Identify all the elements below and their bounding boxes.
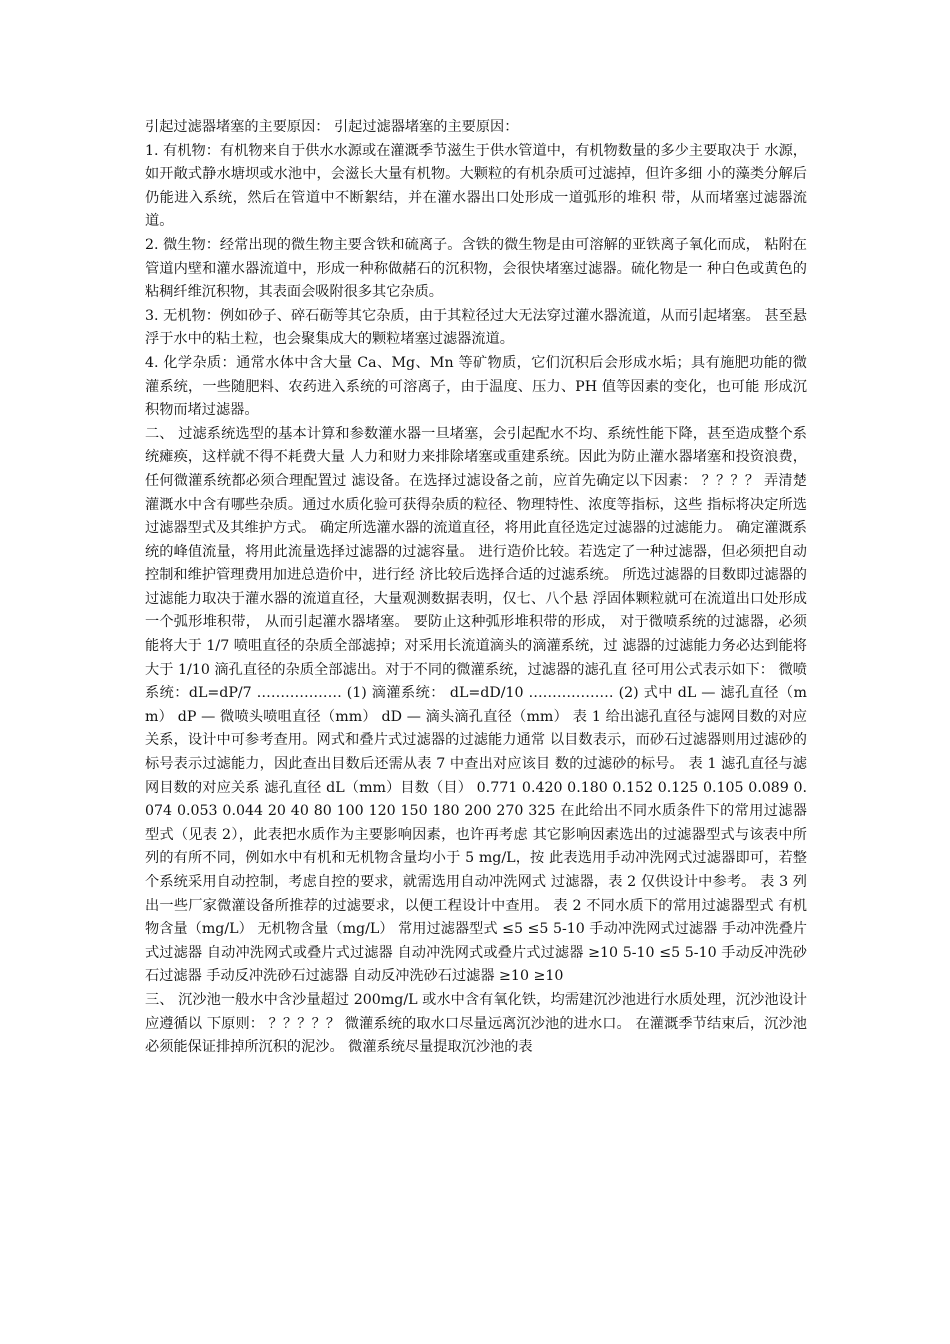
document-page <box>145 116 807 1060</box>
paragraph-section-two-filter-selection: 二、 过滤系统选型的基本计算和参数灌水器一旦堵塞，会引起配水不均、系统性能下降，甚至造成整个系统瘫痪，这样就不得不耗费大量 人力和财力来排除堵塞或重建系统。因此为防止灌水器堵塞和投资浪费，任何微灌系统都必须合理配置过 滤设备。在选择过滤设备之前，应首先确定以下因素： ？？？？ 弄清楚灌溉水中含有哪些杂质。通过水质化验可获得杂质的粒径、物理特性、浓度等指标，这些 指标将决定所选过滤器型式及其维护方式。 确定所选灌水器的流道直径，将用此直径选定过滤器的过滤能力。 确定灌溉系统的峰值流量，将用此流量选择过滤器的过滤容量。 进行造价比较。若选定了一种过滤器，但必须把自动控制和维护管理费用加进总造价中，进行经 济比较后选择合适的过滤系统。 所选过滤器的目数即过滤器的过滤能力取决于灌水器的流道直径，大量观测数据表明，仅七、八个悬 浮固体颗粒就可在流道出口处形成一个弧形堆积带， 从而引起灌水器堵塞。 要防止这种弧形堆积带的形成， 对于微喷系统的过滤器，必须能将大于 1/7 喷咀直径的杂质全部滤掉；对采用长流道滴头的滴灌系统，过 滤器的过滤能力务必达到能将大于 1/10 滴孔直径的杂质全部滤出。对于不同的微灌系统，过滤器的滤孔直 径可用公式表示如下： 微喷系统：dL=dP/7 ……………… (1) 滴灌系统： dL=dD/10 ……………… (2) 式中 dL — 滤孔直径（mm） dP — 微喷头喷咀直径（mm） dD — 滴头滴孔直径（mm） 表 1 给出滤孔直径与滤网目数的对应关系，设计中可参考查用。网式和叠片式过滤器的过滤能力通常 以目数表示，而砂石过滤器则用过滤砂的标号表示过滤能力，因此查出目数后还需从表 7 中查出对应该目 数的过滤砂的标号。 表 1 滤孔直径与滤网目数的对应关系 滤孔直径 dL（mm）目数（目） 0.771 0.420 0.180 0.152 0.125 0.105 0.089 0.074 0.053 0.044 20 40 80 100 120 150 180 200 270 325 在此给出不同水质条件下的常用过滤器型式（见表 2），此表把水质作为主要影响因素，也许再考虑 其它影响因素选出的过滤器型式与该表中所列的有所不同，例如水中有机和无机物含量均小于 5 mg/L，按 此表选用手动冲洗网式过滤器即可，若整个系统采用自动控制，考虑自控的要求，就需选用自动冲洗网式 过滤器，表 2 仅供设计中参考。 表 3 列出一些厂家微灌设备所推荐的过滤要求，以便工程设计中查用。 表 2 不同水质下的常用过滤器型式 有机物含量（mg/L） 无机物含量（mg/L） 常用过滤器型式 ≤5 ≤5 5-10 手动冲洗网式过滤器 手动冲洗叠片式过滤器 自动冲洗网式或叠片式过滤器 自动冲洗网式或叠片式过滤器 ≥10 5-10 ≤5 5-10 手动反冲洗砂石过滤器 手动反冲洗砂石过滤器 自动反冲洗砂石过滤器 ≥10 ≥10 <box>145 425 807 985</box>
paragraph-heading-causes: 引起过滤器堵塞的主要原因： 引起过滤器堵塞的主要原因： <box>145 119 519 135</box>
paragraph-organic-matter: 1. 有机物：有机物来自于供水水源或在灌溉季节滋生于供水管道中，有机物数量的多少主要取决于 水源，如开敞式静水塘坝或水池中，会滋长大量有机物。大颗粒的有机杂质可过滤掉，但许多细 小的藻类分解后仍能进入系统，然后在管道中不断絮结，并在灌水器出口处形成一道弧形的堆积 带，从而堵塞过滤器流道。 <box>145 142 807 230</box>
paragraph-section-three-settling-tank: 三、 沉沙池一般水中含沙量超过 200mg/L 或水中含有氧化铁，均需建沉沙池进行水质处理，沉沙池设计应遵循以 下原则： ？？？？？ 微灌系统的取水口尽量远离沉沙池的进水口。 在灌溉季节结束后，沉沙池必须能保证排掉所沉积的泥沙。 微灌系统尽量提取沉沙池的表 <box>145 991 807 1056</box>
paragraph-chemical-impurities: 4. 化学杂质：通常水体中含大量 Ca、Mg、Mn 等矿物质，它们沉积后会形成水垢；具有施肥功能的微 灌系统，一些随肥料、农药进入系统的可溶离子，由于温度、压力、PH 值等因素的变化，也可能 形成沉积物而堵过滤器。 <box>145 354 807 419</box>
paragraph-microorganisms: 2. 微生物：经常出现的微生物主要含铁和硫离子。含铁的微生物是由可溶解的亚铁离子氧化而成， 粘附在管道内壁和灌水器流道中，形成一种称做赭石的沉积物，会很快堵塞过滤器。硫化物是一 种白色或黄色的粘稠纤维沉积物，其表面会吸附很多其它杂质。 <box>145 236 807 301</box>
paragraph-inorganic-matter: 3. 无机物：例如砂子、碎石砺等其它杂质，由于其粒径过大无法穿过灌水器流道，从而引起堵塞。 甚至悬浮于水中的粘土粒，也会聚集成大的颗粒堵塞过滤器流道。 <box>145 307 807 348</box>
